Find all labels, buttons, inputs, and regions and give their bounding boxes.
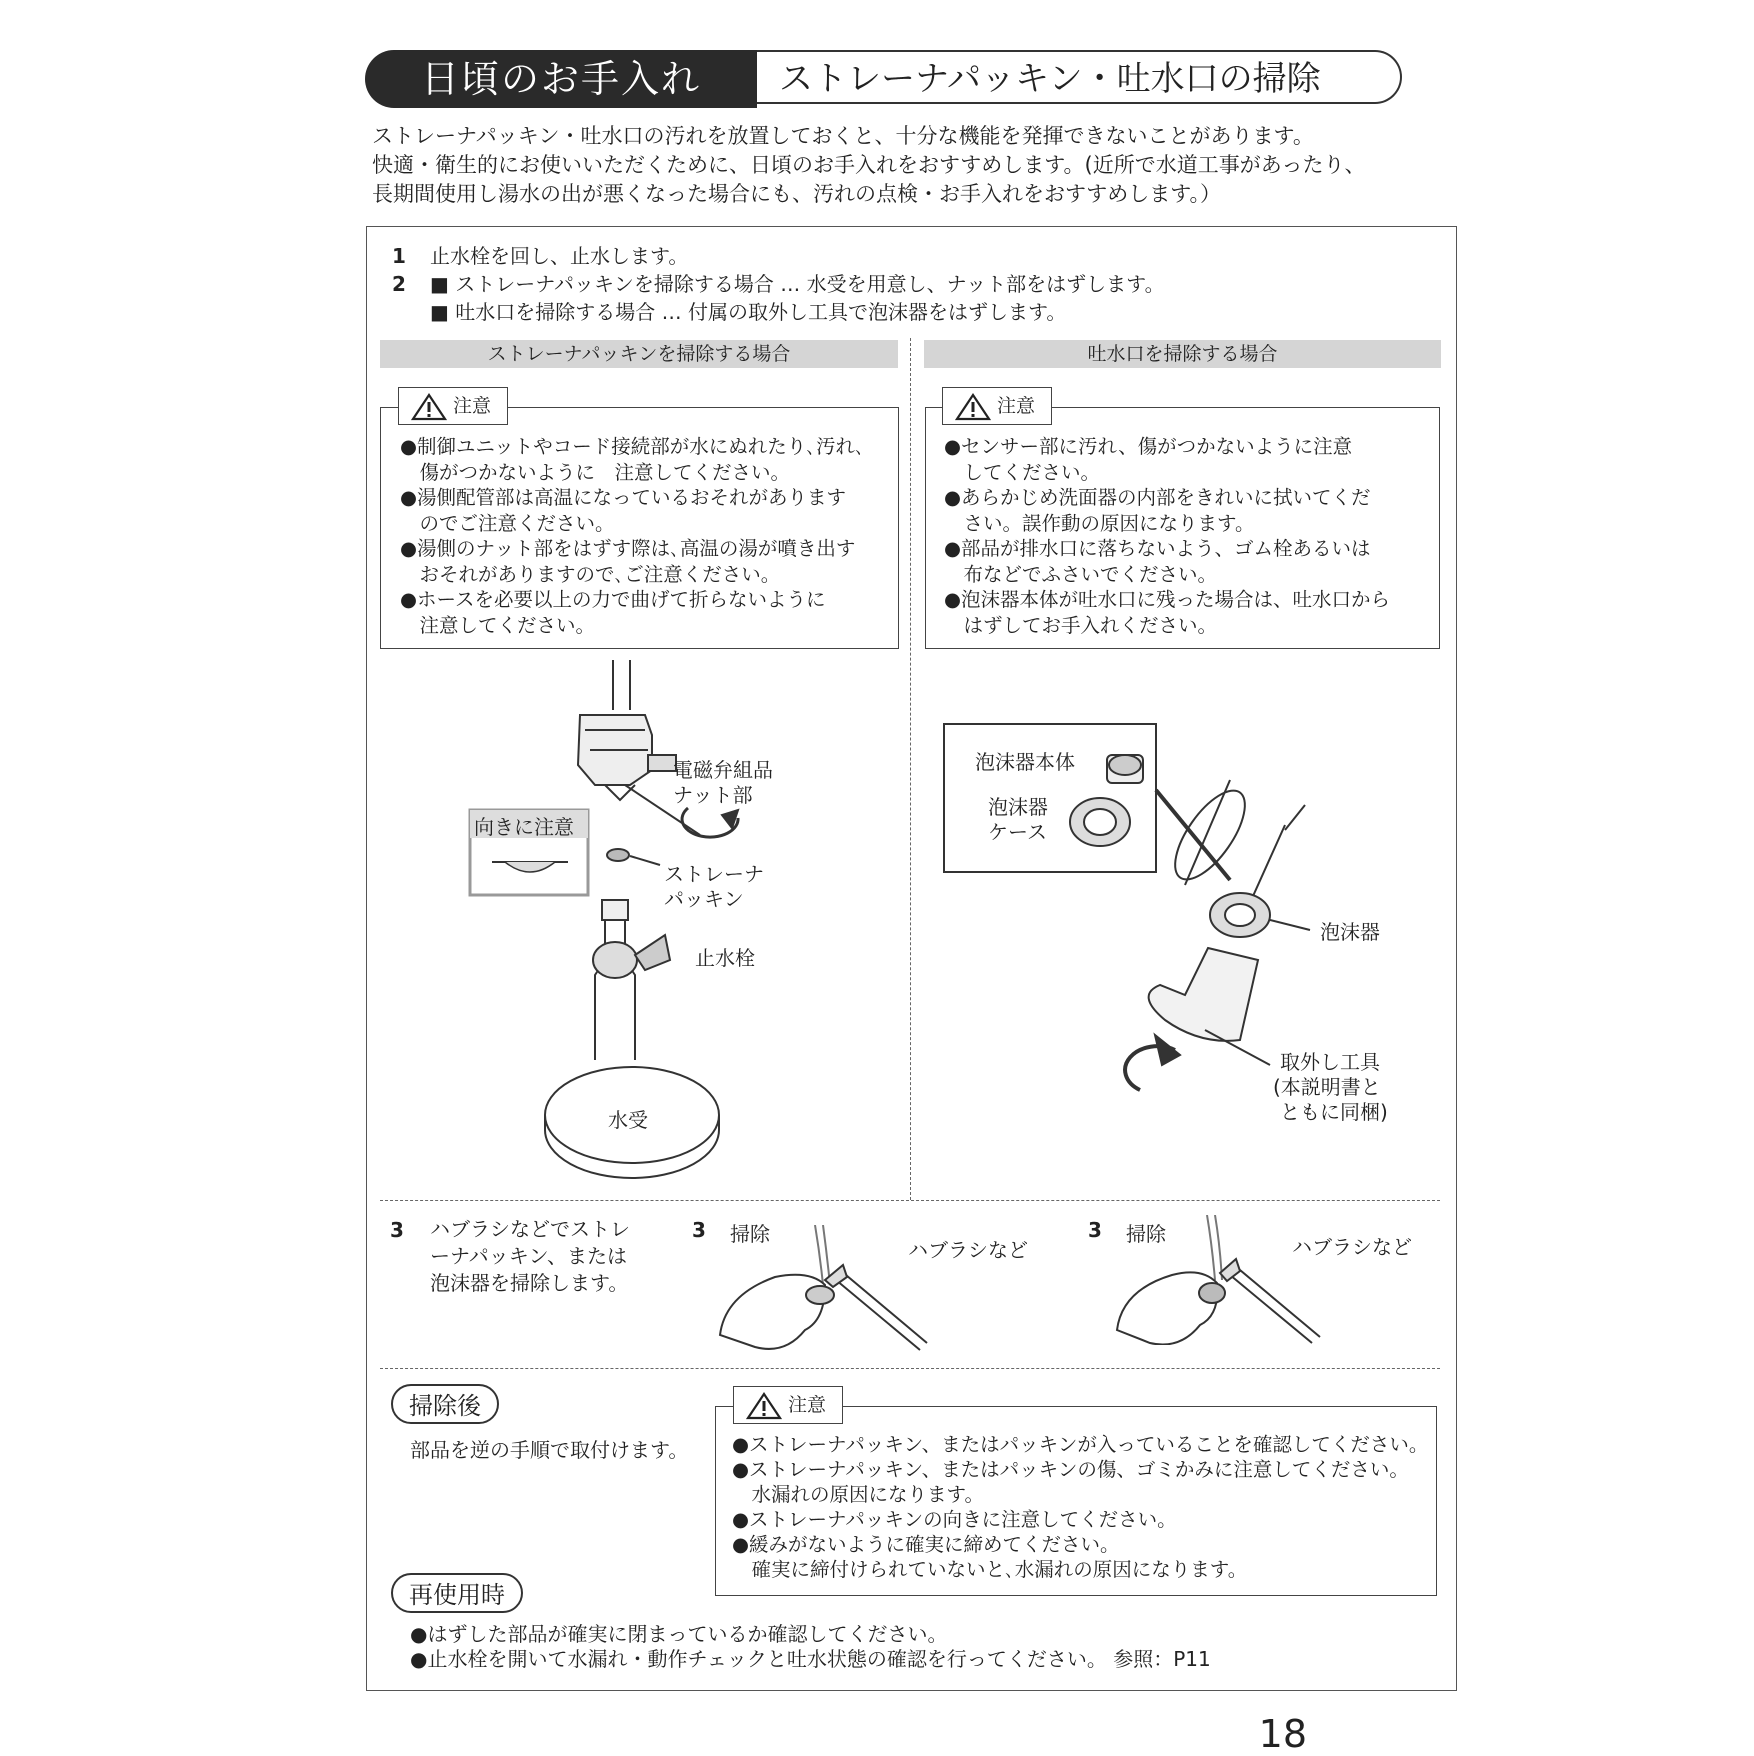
nut-label: ナット部: [673, 783, 753, 807]
brush-illustration-a: [715, 1225, 935, 1355]
section-divider-2: [380, 1368, 1440, 1369]
step-3-text: [430, 1216, 630, 1297]
brush-label-a: ハブラシなど: [908, 1238, 1028, 1262]
step-1: [392, 240, 688, 269]
step-line: ハブラシなどでストレ: [430, 1217, 630, 1241]
caution-line: ●ストレーナパッキン、またはパッキンが入っていることを確認してください。: [732, 1433, 1429, 1456]
tool-label-3: ともに同梱): [1280, 1100, 1388, 1124]
column-divider: [910, 338, 911, 1200]
caution-line: ●あらかじめ洗面器の内部をきれいに拭いてくだ: [944, 486, 1371, 509]
reuse-line: ●止水栓を開いて水漏れ・動作チェックと吐水状態の確認を行ってください。 参照：P11: [410, 1647, 1211, 1671]
caution-line: ●湯側配管部は高温になっているおそれがあります: [400, 486, 847, 509]
caution-label: 注意: [788, 1394, 827, 1416]
right-section-bar: 吐水口を掃除する場合: [924, 340, 1441, 368]
page-title: ストレーナパッキン・吐水口の掃除: [757, 50, 1402, 104]
strainer-label: ストレーナ: [664, 862, 764, 886]
step-3b-label: 掃除: [1126, 1222, 1166, 1246]
left-caution-tab: [398, 387, 508, 425]
tool-label: 取外し工具: [1280, 1050, 1380, 1074]
section-divider: [380, 1200, 1440, 1201]
caution-line: ●ストレーナパッキン、またはパッキンの傷、ゴミかみに注意してください。: [732, 1458, 1409, 1481]
aerator-body-label: 泡沫器本体: [975, 750, 1075, 774]
reuse-line: ●はずした部品が確実に閉まっているか確認してください。: [410, 1622, 948, 1646]
caution-line: ●ストレーナパッキンの向きに注意してください。: [732, 1508, 1177, 1531]
caution-line: ●緩みがないように確実に締めてください。: [732, 1533, 1120, 1556]
caution-label: 注意: [453, 395, 492, 417]
after-caution-text: [732, 1432, 1428, 1582]
caution-line: してください。: [944, 460, 1101, 484]
brush-label-b: ハブラシなど: [1292, 1235, 1412, 1259]
caution-line: 注意してください。: [400, 613, 596, 637]
brush-illustration-b: [1112, 1215, 1332, 1345]
caution-label: 注意: [997, 395, 1036, 417]
strainer-illustration: [460, 660, 880, 1190]
stopcock-label: 止水栓: [695, 946, 755, 970]
aerator-case-label-2: ケース: [988, 820, 1047, 844]
step-line: 泡沫器を掃除します。: [430, 1271, 629, 1295]
caution-line: ●制御ユニットやコード接続部が水にぬれたり､汚れ､: [400, 435, 865, 458]
after-cleaning-text: 部品を逆の手順で取付けます。: [410, 1438, 689, 1462]
page-number: 18: [1258, 1712, 1307, 1756]
caution-line: ●部品が排水口に落ちないよう、ゴム栓あるいは: [944, 537, 1371, 560]
orientation-label: 向きに注意: [474, 815, 574, 839]
step-text: ■ ストレーナパッキンを掃除する場合 … 水受を用意し、ナット部をはずします。: [430, 272, 1165, 296]
intro-line: ストレーナパッキン・吐水口の汚れを放置しておくと、十分な機能を発揮できないことがあります。: [372, 124, 1314, 148]
step-text: ■ 吐水口を掃除する場合 … 付属の取外し工具で泡沫器をはずします。: [430, 300, 1067, 324]
warning-icon: [746, 1392, 782, 1420]
step-2: [392, 268, 1165, 297]
caution-line: ●センサー部に汚れ、傷がつかないように注意: [944, 435, 1353, 458]
step-number: 1: [392, 244, 406, 268]
caution-line: ●泡沫器本体が吐水口に残った場合は、吐水口から: [944, 588, 1391, 611]
step-3a-label: 掃除: [730, 1222, 770, 1246]
caution-line: のでご注意ください。: [400, 511, 615, 535]
step-2b: [430, 296, 1066, 325]
reuse-text: [410, 1622, 1211, 1672]
left-caution-text: [400, 434, 865, 638]
step-number: 2: [392, 272, 406, 296]
warning-icon: [411, 393, 447, 421]
caution-line: 布などでふさいでください。: [944, 562, 1218, 586]
left-section-bar: ストレーナパッキンを掃除する場合: [380, 340, 898, 368]
caution-line: おそれがありますので､ご注意ください。: [400, 562, 781, 586]
intro-line: 快適・衛生的にお使いいただくために、日頃のお手入れをおすすめします。(近所で水道工事があったり、: [372, 153, 1366, 177]
right-caution-text: [944, 434, 1390, 638]
step-text: 止水栓を回し、止水します。: [430, 244, 689, 268]
right-caution-tab: [942, 387, 1052, 425]
caution-line: 確実に締付けられていないと､水漏れの原因になります。: [732, 1558, 1248, 1581]
aerator-label: 泡沫器: [1320, 920, 1380, 944]
step-line: ーナパッキン、または: [430, 1244, 627, 1268]
caution-line: 傷がつかないように 注意してください。: [400, 460, 791, 484]
packing-label: パッキン: [664, 887, 744, 911]
caution-line: さい。誤作動の原因になります。: [944, 511, 1255, 535]
after-cleaning-heading: 掃除後: [391, 1384, 499, 1424]
section-title: 日頃のお手入れ: [365, 50, 757, 108]
intro-line: 長期間使用し湯水の出が悪くなった場合にも、汚れの点検・お手入れをおすすめします。）: [372, 182, 1222, 206]
caution-line: はずしてお手入れください。: [944, 613, 1218, 637]
step-3b-number: 3: [1088, 1218, 1102, 1242]
aerator-case-label: 泡沫器: [988, 795, 1048, 819]
after-caution-tab: [733, 1386, 843, 1424]
warning-icon: [955, 393, 991, 421]
valve-label: 電磁弁組品: [673, 758, 773, 782]
step-3a-number: 3: [692, 1218, 706, 1242]
basin-label: 水受: [608, 1108, 648, 1132]
reuse-heading: 再使用時: [391, 1573, 523, 1613]
step-3-number: 3: [390, 1218, 404, 1242]
tool-label-2: (本説明書と: [1273, 1075, 1381, 1099]
caution-line: 水漏れの原因になります。: [732, 1483, 984, 1506]
caution-line: ●湯側のナット部をはずす際は､高温の湯が噴き出す: [400, 537, 856, 560]
intro-text: [372, 122, 1366, 209]
caution-line: ●ホースを必要以上の力で曲げて折らないように: [400, 588, 826, 611]
